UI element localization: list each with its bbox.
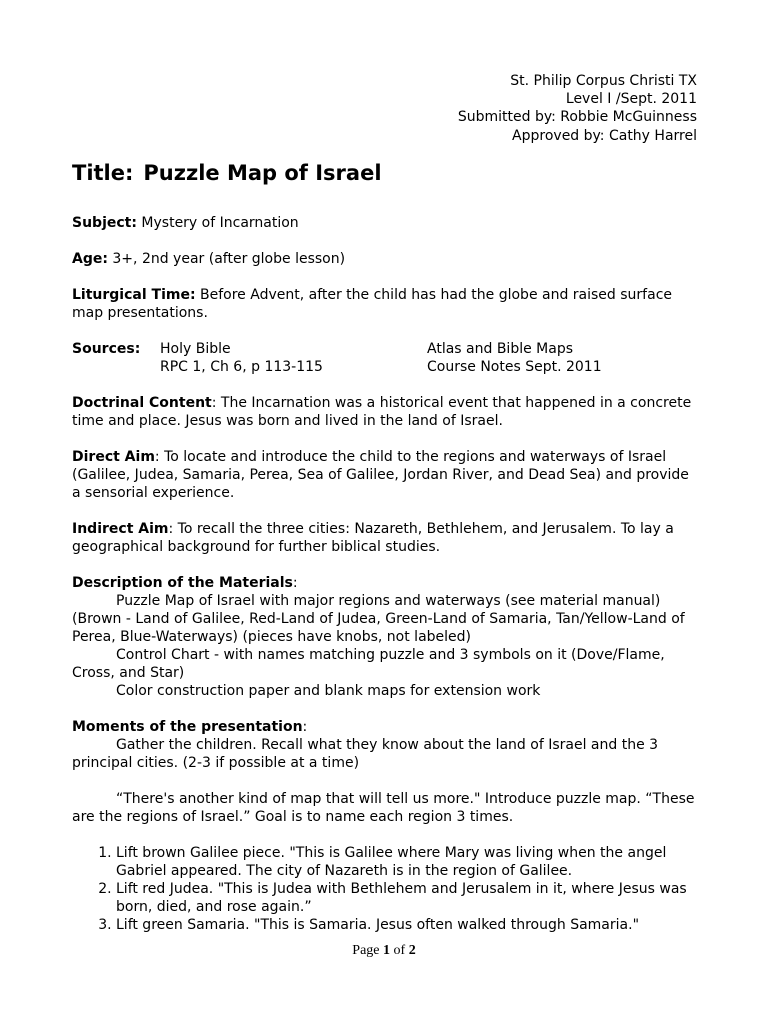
material-item: Color construction paper and blank maps for extension work bbox=[116, 683, 541, 699]
moments-paragraph: “There's another kind of map that will tell us more." Introduce puzzle map. “These are the regions of Israel.” Goal is to name each region 3 times. bbox=[72, 791, 695, 825]
moments-colon: : bbox=[302, 719, 308, 735]
submitted-by-line: Submitted by: Robbie McGuinness bbox=[457, 109, 697, 126]
material-item: Puzzle Map of Israel with major regions and waterways (see material manual) (Brown - Land of Galilee, Red-Land of Judea, Green-Land of Samaria, Tan/Yellow-Land of Perea, Blue-Waterways) (pieces have knobs, not labeled) bbox=[72, 593, 685, 645]
age-section bbox=[72, 250, 698, 268]
moments-heading bbox=[72, 718, 698, 736]
title-text: Puzzle Map of Israel bbox=[143, 161, 382, 185]
list-item: 3. Lift green Samaria. "This is Samaria. Jesus often walked through Samaria." bbox=[116, 916, 698, 934]
materials-heading bbox=[72, 574, 698, 592]
footer-total-pages: 2 bbox=[408, 943, 416, 958]
footer-page-word: Page bbox=[352, 943, 380, 958]
list-item: 2. Lift red Judea. "This is Judea with Bethlehem and Jerusalem in it, where Jesus was born, died, and rose again.” bbox=[116, 880, 698, 916]
footer-of-word: of bbox=[393, 943, 406, 958]
materials-colon: : bbox=[292, 575, 298, 591]
document-body bbox=[72, 158, 698, 934]
sources-section bbox=[72, 340, 698, 376]
direct-aim-text: : To locate and introduce the child to the regions and waterways of Israel (Galilee, Judea, Samaria, Perea, Sea of Galilee, Jordan River, and Dead Sea) and provide a sensorial experience. bbox=[72, 449, 689, 501]
source-item: Atlas and Bible Maps bbox=[427, 341, 573, 357]
liturgical-time-text: Before Advent, after the child has had the globe and raised surface map presentations. bbox=[72, 287, 672, 321]
approved-by-line: Approved by: Cathy Harrel bbox=[512, 127, 697, 144]
level-line: Level I /Sept. 2011 bbox=[565, 91, 697, 108]
direct-aim-label: Direct Aim bbox=[72, 449, 155, 465]
sources-column-2 bbox=[427, 340, 602, 376]
parish-line: St. Philip Corpus Christi TX bbox=[510, 73, 697, 89]
moments-section bbox=[72, 718, 698, 934]
footer-current-page: 1 bbox=[383, 943, 391, 958]
doctrinal-content-label: Doctrinal Content bbox=[72, 395, 212, 411]
direct-aim-section bbox=[72, 448, 698, 502]
source-item: Course Notes Sept. 2011 bbox=[427, 359, 602, 375]
document-header bbox=[458, 72, 697, 145]
indirect-aim-label: Indirect Aim bbox=[72, 521, 169, 537]
subject-section bbox=[72, 214, 698, 232]
age-text: 3+, 2nd year (after globe lesson) bbox=[107, 251, 346, 267]
material-item: Control Chart - with names matching puzzle and 3 symbols on it (Dove/Flame, Cross, and Star) bbox=[72, 647, 665, 681]
doctrinal-content-section bbox=[72, 394, 698, 430]
doctrinal-content-text: : The Incarnation was a historical event that happened in a concrete time and place. Jesus was born and lived in the land of Israel. bbox=[72, 395, 692, 429]
materials-section bbox=[72, 574, 698, 700]
liturgical-time-section bbox=[72, 286, 698, 322]
liturgical-time-label: Liturgical Time: bbox=[72, 287, 196, 303]
source-item: RPC 1, Ch 6, p 113-115 bbox=[160, 359, 323, 375]
materials-label: Description of the Materials bbox=[72, 575, 293, 591]
indirect-aim-text: : To recall the three cities: Nazareth, Bethlehem, and Jerusalem. To lay a geographical background for further biblical studies. bbox=[72, 521, 674, 555]
list-item: 1. Lift brown Galilee piece. "This is Galilee where Mary was living when the angel Gabriel appeared. The city of Nazareth is in the region of Galilee. bbox=[116, 844, 698, 880]
source-item: Holy Bible bbox=[160, 341, 231, 357]
sources-column-1 bbox=[160, 340, 323, 376]
presentation-steps bbox=[72, 844, 698, 934]
subject-label: Subject: bbox=[72, 215, 137, 231]
subject-text: Mystery of Incarnation bbox=[136, 215, 299, 231]
title-label: Title: bbox=[72, 161, 134, 185]
page-footer bbox=[0, 942, 768, 960]
moments-label: Moments of the presentation bbox=[72, 719, 303, 735]
indirect-aim-section bbox=[72, 520, 698, 556]
age-label: Age: bbox=[72, 251, 108, 267]
moments-paragraph: Gather the children. Recall what they know about the land of Israel and the 3 principal cities. (2-3 if possible at a time) bbox=[72, 737, 659, 771]
sources-label: Sources: bbox=[72, 341, 141, 357]
page-title bbox=[72, 158, 698, 188]
